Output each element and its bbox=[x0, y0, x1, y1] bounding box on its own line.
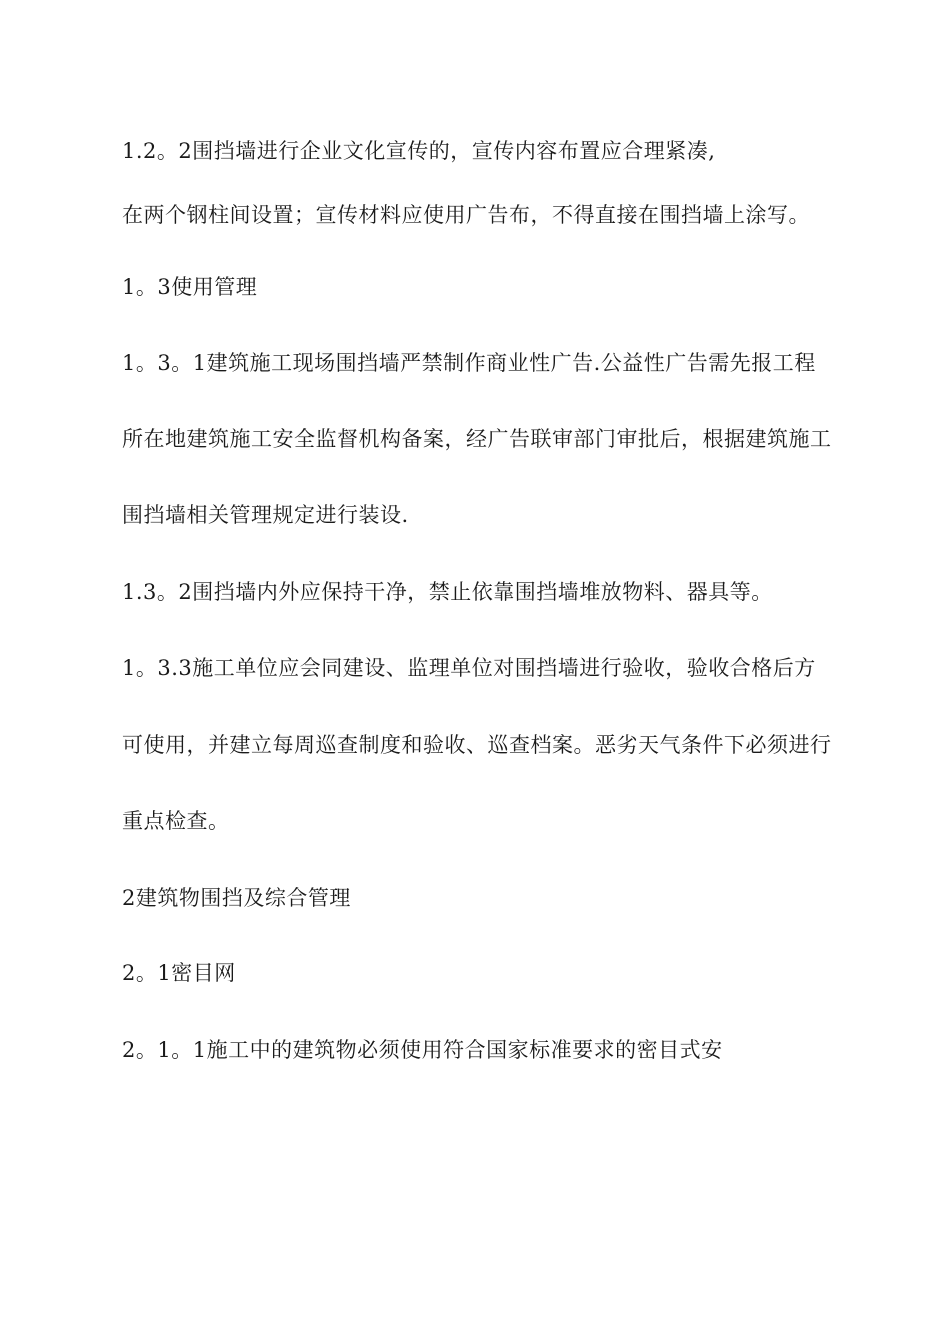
text-line-1-2-2-cont: 在两个钢柱间设置；宣传材料应使用广告布，不得直接在围挡墙上涂写。 bbox=[122, 203, 810, 227]
text-line-2-1-1: 2。1。1施工中的建筑物必须使用符合国家标准要求的密目式安 bbox=[122, 1038, 723, 1062]
text-line-1-3-3-cont-b: 重点检查。 bbox=[122, 809, 230, 833]
text-line-1-3-3: 1。3.3施工单位应会同建设、监理单位对围挡墙进行验收，验收合格后方 bbox=[122, 656, 816, 680]
section-heading-2-1: 2。1密目网 bbox=[122, 961, 236, 985]
text-line-1-3-2: 1.3。2围挡墙内外应保持干净，禁止依靠围挡墙堆放物料、器具等。 bbox=[122, 580, 773, 604]
text-line-1-2-2: 1.2。2围挡墙进行企业文化宣传的，宣传内容布置应合理紧凑, bbox=[122, 139, 716, 163]
text-line-1-3-3-cont-a: 可使用，并建立每周巡查制度和验收、巡查档案。恶劣天气条件下必须进行 bbox=[122, 733, 832, 757]
text-line-1-3-1-cont-b: 围挡墙相关管理规定进行装设. bbox=[122, 503, 409, 527]
text-line-1-3-1-cont-a: 所在地建筑施工安全监督机构备案，经广告联审部门审批后，根据建筑施工 bbox=[122, 427, 832, 451]
text-line-1-3-1: 1。3。1建筑施工现场围挡墙严禁制作商业性广告.公益性广告需先报工程 bbox=[122, 351, 816, 375]
section-heading-1-3: 1。3使用管理 bbox=[122, 275, 258, 299]
section-heading-2: 2建筑物围挡及综合管理 bbox=[122, 886, 351, 910]
